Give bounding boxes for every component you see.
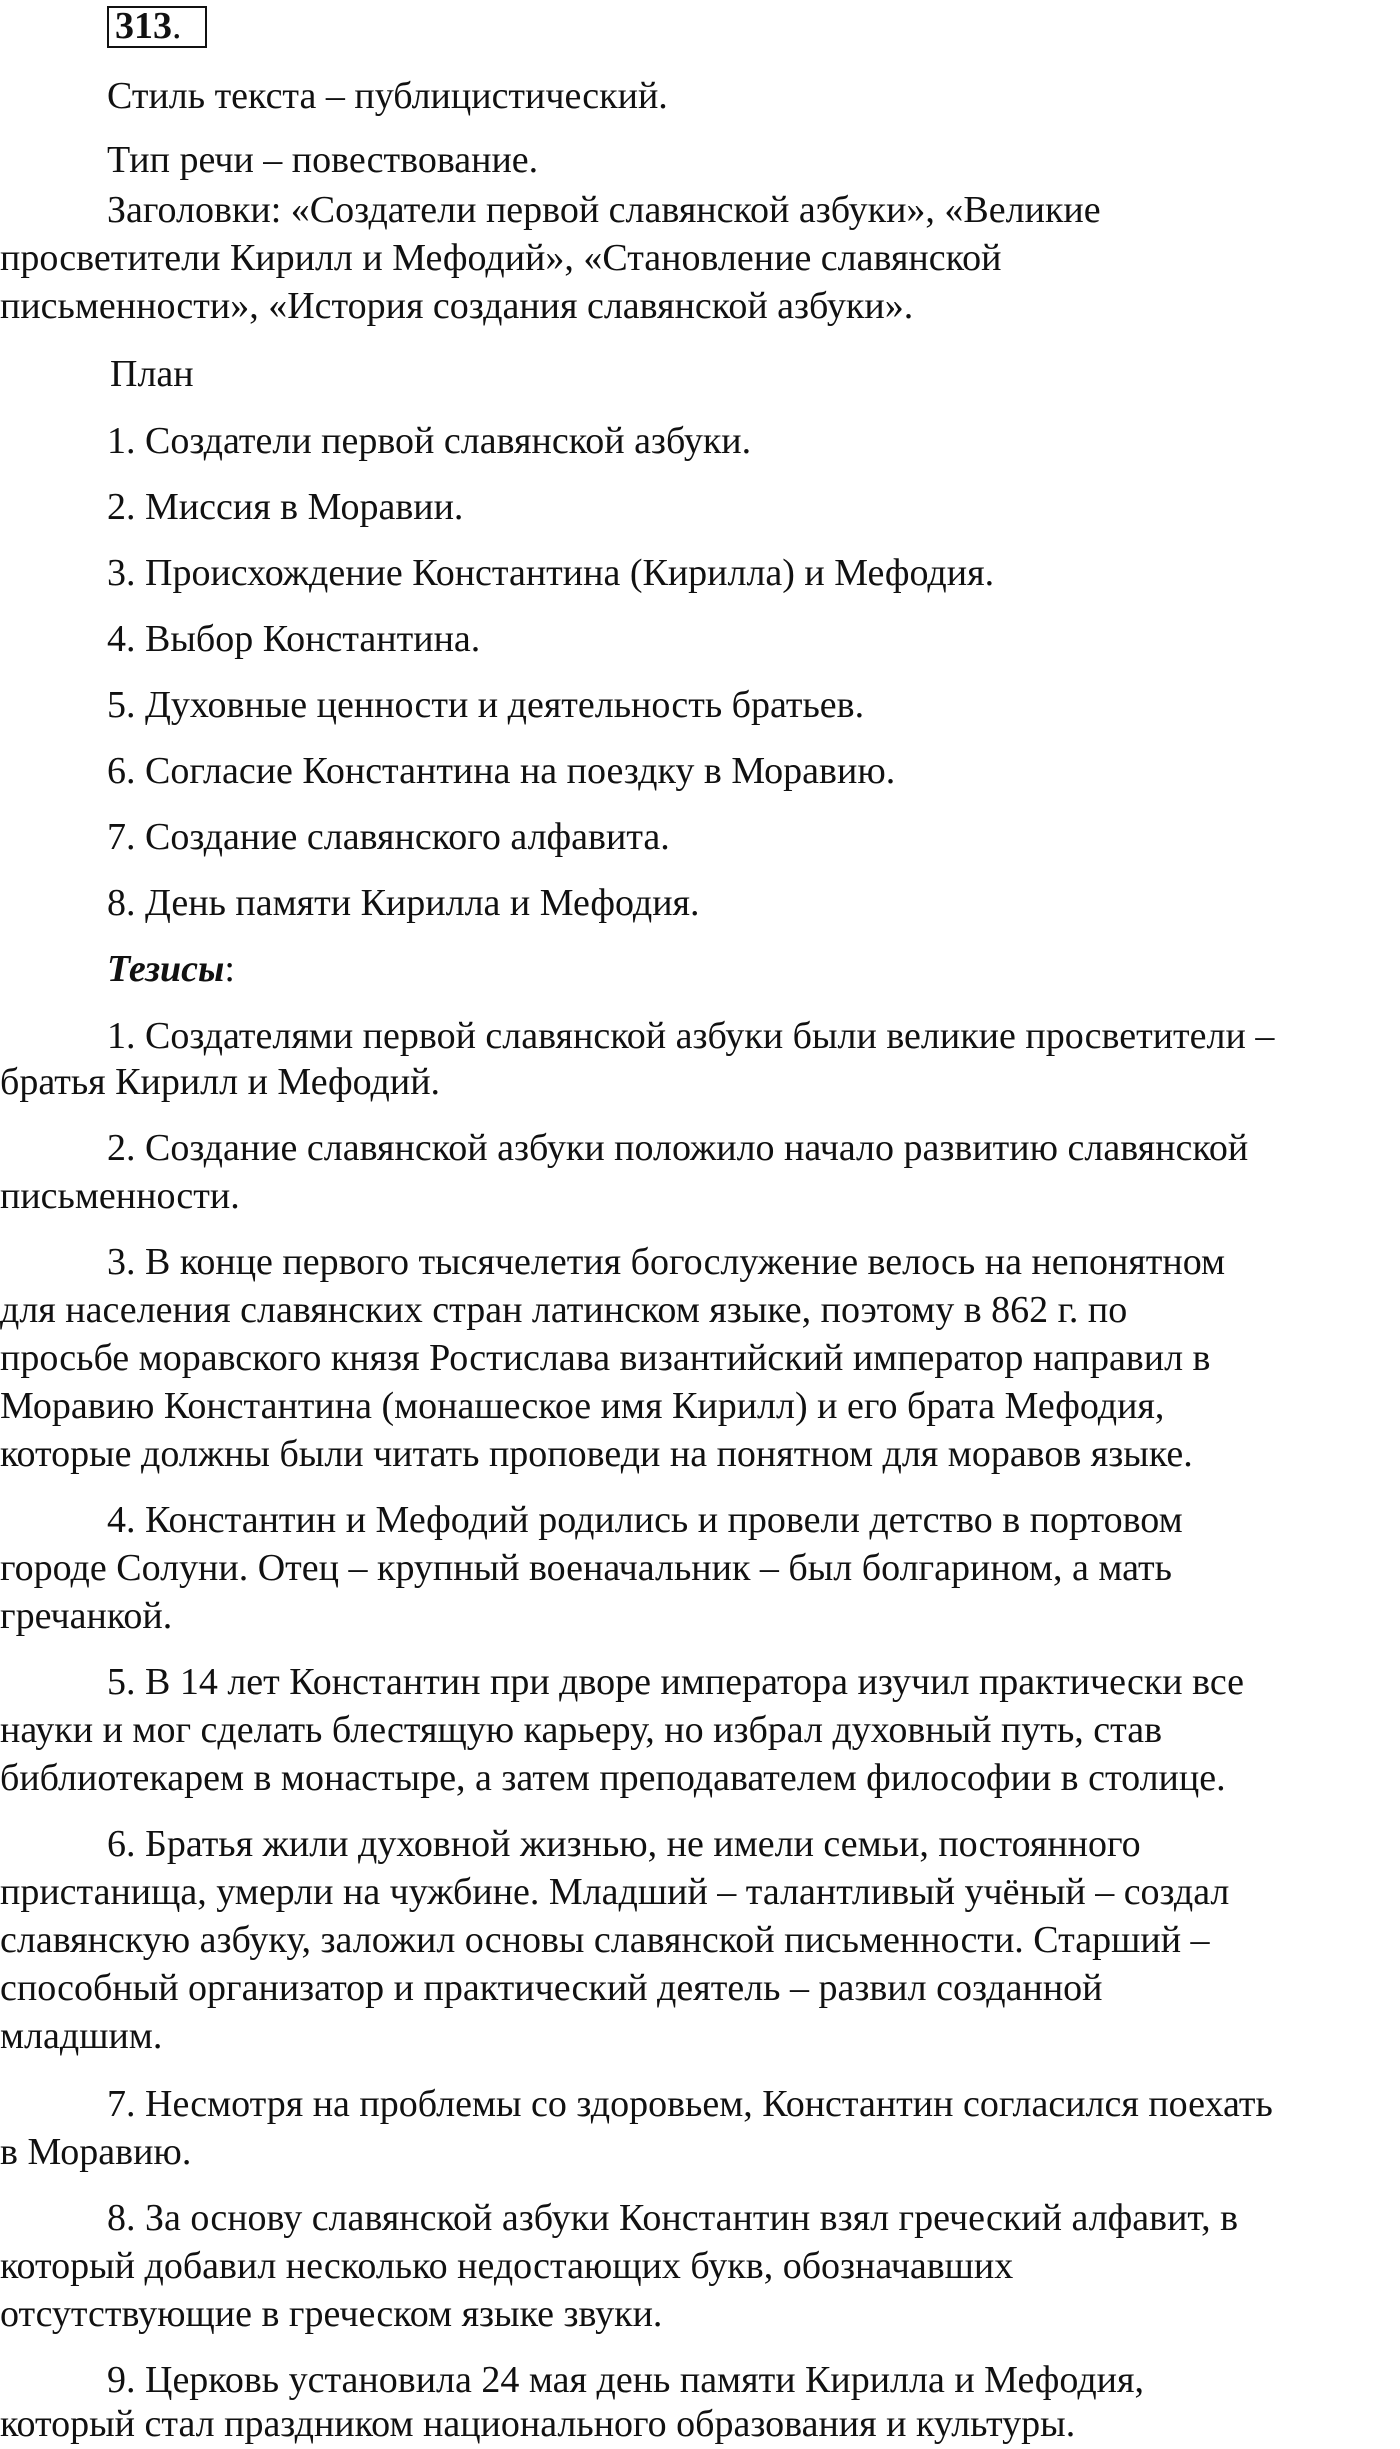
speech-type-line: Тип речи – повествование. [107,139,539,181]
thesis-line: 5. В 14 лет Константин при дворе императора изучил практически все [107,1661,1245,1703]
thesis-line: в Моравию. [0,2131,192,2173]
exercise-number-suffix: . [172,5,182,47]
thesis-line: 8. За основу славянской азбуки Константин взял греческий алфавит, в [107,2197,1239,2239]
thesis-line: Моравию Константина (монашеское имя Кирилл) и его брата Мефодия, [0,1385,1165,1427]
thesis-line: письменности. [0,1175,240,1217]
thesis-line: который добавил несколько недостающих букв, обозначавших [0,2245,1014,2287]
thesis-line: просьбе моравского князя Ростислава византийский император направил в [0,1337,1211,1379]
headings-line: письменности», «История создания славянской азбуки». [0,285,914,327]
thesis-line: младшим. [0,2015,163,2057]
thesis-line: науки и мог сделать блестящую карьеру, но избрал духовный путь, став [0,1709,1163,1751]
thesis-line: которые должны были читать проповеди на понятном для моравов языке. [0,1433,1193,1475]
plan-item: 2. Миссия в Моравии. [107,486,464,528]
headings-line: Заголовки: «Создатели первой славянской азбуки», «Великие [107,189,1101,231]
thesis-line: который стал праздником национального образования и культуры. [0,2403,1076,2445]
theses-title: Тезисы [107,948,225,990]
plan-item: 3. Происхождение Константина (Кирилла) и Мефодия. [107,552,995,594]
plan-item: 1. Создатели первой славянской азбуки. [107,420,752,462]
thesis-line: 9. Церковь установила 24 мая день памяти Кирилла и Мефодия, [107,2359,1144,2401]
plan-item: 7. Создание славянского алфавита. [107,816,670,858]
thesis-line: пристанища, умерли на чужбине. Младший – талантливый учёный – создал [0,1871,1230,1913]
thesis-line: 7. Несмотря на проблемы со здоровьем, Константин согласился поехать [107,2083,1273,2125]
thesis-line: городе Солуни. Отец – крупный военачальник – был болгарином, а мать [0,1547,1172,1589]
headings-line: просветители Кирилл и Мефодий», «Становление славянской [0,237,1002,279]
plan-item: 6. Согласие Константина на поездку в Моравию. [107,750,896,792]
exercise-number: 313. [115,5,182,47]
thesis-line: библиотекарем в монастыре, а затем преподавателем философии в столице. [0,1757,1226,1799]
thesis-line: 2. Создание славянской азбуки положило начало развитию славянской [107,1127,1249,1169]
thesis-line: братья Кирилл и Мефодий. [0,1061,441,1103]
plan-item: 5. Духовные ценности и деятельность братьев. [107,684,865,726]
plan-item: 8. День памяти Кирилла и Мефодия. [107,882,700,924]
plan-title: План [110,353,194,395]
plan-item: 4. Выбор Константина. [107,618,481,660]
thesis-line: гречанкой. [0,1595,173,1637]
thesis-line: славянскую азбуку, заложил основы славянской письменности. Старший – [0,1919,1210,1961]
thesis-line: для населения славянских стран латинском языке, поэтому в 862 г. по [0,1289,1128,1331]
thesis-line: 6. Братья жили духовной жизнью, не имели семьи, постоянного [107,1823,1141,1865]
style-line: Стиль текста – публицистический. [107,75,668,117]
thesis-line: 1. Создателями первой славянской азбуки были великие просветители – [107,1015,1275,1057]
theses-heading [0,945,235,993]
thesis-line: способный организатор и практический деятель – развил созданной [0,1967,1103,2009]
theses-title-suffix: : [224,948,235,990]
thesis-line: 4. Константин и Мефодий родились и провели детство в портовом [107,1499,1183,1541]
thesis-line: отсутствующие в греческом языке звуки. [0,2293,663,2335]
thesis-line: 3. В конце первого тысячелетия богослужение велось на непонятном [107,1241,1226,1283]
